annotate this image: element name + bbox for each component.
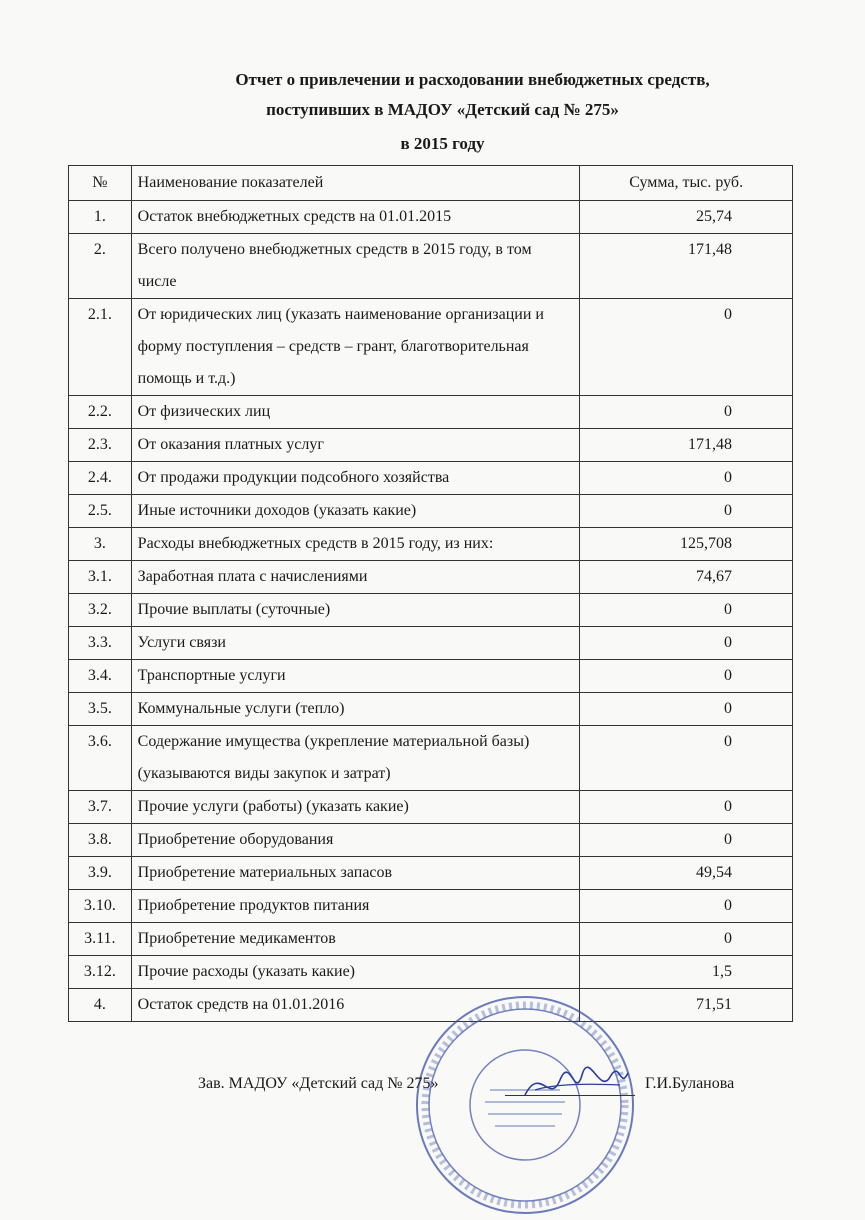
row-indicator-name: Иные источники доходов (указать какие) <box>131 495 580 528</box>
table-row <box>69 890 793 923</box>
row-number: 3.7. <box>69 791 132 824</box>
table-row <box>69 726 793 791</box>
row-number: 2.4. <box>69 462 132 495</box>
row-indicator-name: От оказания платных услуг <box>131 429 580 462</box>
row-indicator-name: Остаток средств на 01.01.2016 <box>131 989 580 1022</box>
table-row <box>69 299 793 396</box>
table-row <box>69 528 793 561</box>
row-amount: 25,74 <box>580 201 793 234</box>
row-indicator-name: Остаток внебюджетных средств на 01.01.2015 <box>131 201 580 234</box>
row-amount: 0 <box>580 791 793 824</box>
row-amount: 0 <box>580 495 793 528</box>
row-amount: 1,5 <box>580 956 793 989</box>
row-amount: 0 <box>580 890 793 923</box>
signature-scribble <box>520 1055 630 1115</box>
row-amount: 0 <box>580 824 793 857</box>
row-number: 3.6. <box>69 726 132 791</box>
table-row <box>69 791 793 824</box>
row-number: 2.2. <box>69 396 132 429</box>
row-indicator-name: От продажи продукции подсобного хозяйства <box>131 462 580 495</box>
table-row <box>69 857 793 890</box>
table-row <box>69 956 793 989</box>
table-row <box>69 462 793 495</box>
row-indicator-name: Приобретение материальных запасов <box>131 857 580 890</box>
row-indicator-name: Услуги связи <box>131 627 580 660</box>
row-indicator-name: Всего получено внебюджетных средств в 2015 году, в том числе <box>131 234 580 299</box>
row-indicator-name: Расходы внебюджетных средств в 2015 году, из них: <box>131 528 580 561</box>
table-row <box>69 234 793 299</box>
row-amount: 0 <box>580 627 793 660</box>
row-indicator-name: Коммунальные услуги (тепло) <box>131 693 580 726</box>
table-header-row <box>69 166 793 201</box>
row-amount: 171,48 <box>580 429 793 462</box>
report-title-line-2: поступивших в МАДОУ «Детский сад № 275» <box>266 100 619 119</box>
header-amount: Сумма, тыс. руб. <box>580 166 793 201</box>
row-amount: 0 <box>580 660 793 693</box>
row-number: 3.5. <box>69 693 132 726</box>
table-row <box>69 201 793 234</box>
row-indicator-name: Приобретение продуктов питания <box>131 890 580 923</box>
table-row <box>69 495 793 528</box>
row-amount: 74,67 <box>580 561 793 594</box>
row-amount: 0 <box>580 299 793 396</box>
row-number: 3.12. <box>69 956 132 989</box>
table-row <box>69 923 793 956</box>
row-number: 3.8. <box>69 824 132 857</box>
row-amount: 49,54 <box>580 857 793 890</box>
row-number: 3.4. <box>69 660 132 693</box>
row-indicator-name: От юридических лиц (указать наименование организации и форму поступления – средств – грант, благотворительная помощь и т.д.) <box>131 299 580 396</box>
row-number: 2.1. <box>69 299 132 396</box>
signer-position: Зав. МАДОУ «Детский сад № 275» <box>198 1075 439 1092</box>
row-number: 1. <box>69 201 132 234</box>
row-indicator-name: От физических лиц <box>131 396 580 429</box>
row-number: 2. <box>69 234 132 299</box>
row-indicator-name: Прочие расходы (указать какие) <box>131 956 580 989</box>
row-indicator-name: Приобретение оборудования <box>131 824 580 857</box>
row-number: 4. <box>69 989 132 1022</box>
row-amount: 0 <box>580 923 793 956</box>
row-amount: 0 <box>580 396 793 429</box>
row-indicator-name: Приобретение медикаментов <box>131 923 580 956</box>
signer-name: Г.И.Буланова <box>645 1075 735 1092</box>
table-row <box>69 396 793 429</box>
table-body <box>69 201 793 1022</box>
table-row <box>69 561 793 594</box>
table-row <box>69 693 793 726</box>
row-indicator-name: Транспортные услуги <box>131 660 580 693</box>
row-number: 2.5. <box>69 495 132 528</box>
row-amount: 125,708 <box>580 528 793 561</box>
header-number: № <box>69 166 132 201</box>
table-row <box>69 594 793 627</box>
row-amount: 171,48 <box>580 234 793 299</box>
row-indicator-name: Содержание имущества (укрепление материальной базы) (указываются виды закупок и затрат) <box>131 726 580 791</box>
row-number: 3. <box>69 528 132 561</box>
report-title-line-1: Отчет о привлечении и расходовании внебюджетных средств, <box>235 70 710 89</box>
row-amount: 71,51 <box>580 989 793 1022</box>
row-amount: 0 <box>580 594 793 627</box>
row-amount: 0 <box>580 462 793 495</box>
row-indicator-name: Заработная плата с начислениями <box>131 561 580 594</box>
table-row <box>69 660 793 693</box>
row-number: 3.9. <box>69 857 132 890</box>
signature-line <box>505 1095 635 1096</box>
row-amount: 0 <box>580 726 793 791</box>
row-number: 3.11. <box>69 923 132 956</box>
row-number: 2.3. <box>69 429 132 462</box>
table-row <box>69 824 793 857</box>
row-number: 3.1. <box>69 561 132 594</box>
table-row <box>69 627 793 660</box>
row-indicator-name: Прочие выплаты (суточные) <box>131 594 580 627</box>
report-table <box>68 165 793 1022</box>
report-title-line-3: в 2015 году <box>400 134 485 153</box>
header-indicator-name: Наименование показателей <box>131 166 580 201</box>
row-number: 3.3. <box>69 627 132 660</box>
row-indicator-name: Прочие услуги (работы) (указать какие) <box>131 791 580 824</box>
table-row <box>69 429 793 462</box>
row-number: 3.10. <box>69 890 132 923</box>
row-number: 3.2. <box>69 594 132 627</box>
row-amount: 0 <box>580 693 793 726</box>
